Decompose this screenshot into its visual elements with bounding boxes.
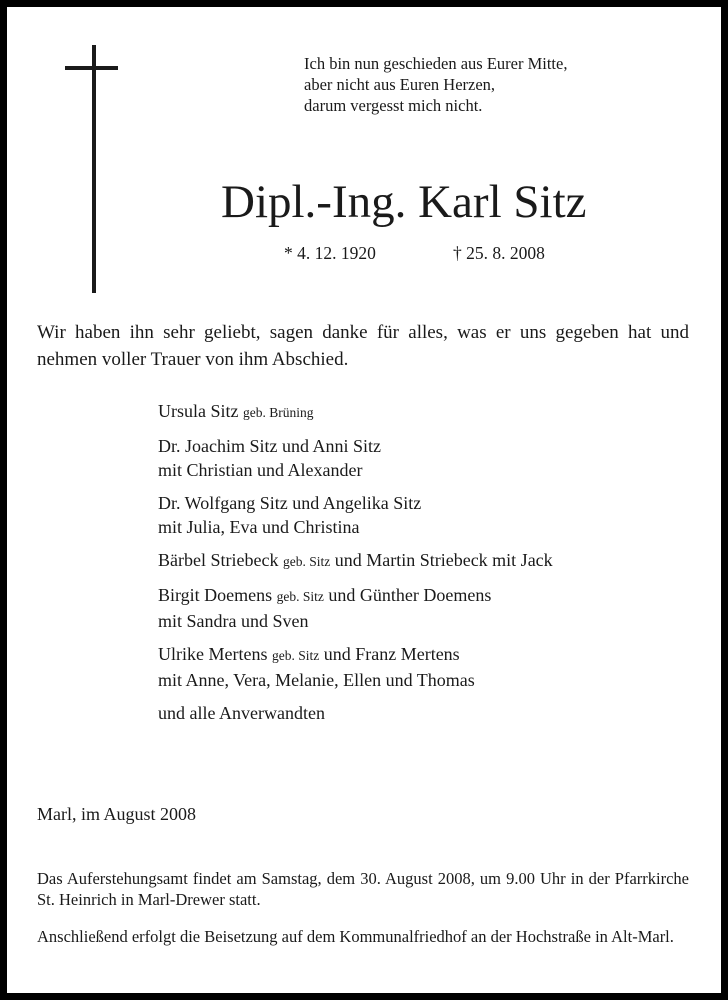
cross-horizontal-bar — [65, 66, 118, 70]
poem-line: aber nicht aus Euren Herzen, — [304, 75, 496, 94]
mourner-line: und Franz Mertens — [323, 644, 460, 664]
poem-line: darum vergesst mich nicht. — [304, 96, 483, 115]
mourner-group — [158, 642, 553, 692]
burial-notice: Anschließend erfolgt die Beisetzung auf dem Kommunalfriedhof an der Hochstraße in Alt-Marl. — [37, 927, 674, 946]
mourner-line: mit Julia, Eva und Christina — [158, 517, 360, 537]
death-date: † 25. 8. 2008 — [453, 243, 545, 263]
mourner-line: Dr. Wolfgang Sitz und Angelika Sitz — [158, 493, 422, 513]
mourner-group — [158, 491, 553, 539]
mourner-name: Ulrike Mertens — [158, 644, 268, 664]
place-date: Marl, im August 2008 — [37, 804, 197, 824]
farewell-text: Wir haben ihn sehr geliebt, sagen danke für alles, was er uns gegeben hat und nehmen voller Trauer von ihm Abschied. — [37, 322, 689, 370]
obituary-card — [7, 7, 721, 993]
mourner-group — [158, 583, 553, 633]
mourner-line: und Günther Doemens — [328, 585, 492, 605]
poem — [304, 53, 567, 116]
mourner-line: mit Sandra und Sven — [158, 611, 309, 631]
mourner-name: Birgit Doemens — [158, 585, 273, 605]
mourner-line: mit Anne, Vera, Melanie, Ellen und Thomas — [158, 670, 475, 690]
maiden-name-note: geb. Brüning — [243, 405, 314, 420]
poem-line: Ich bin nun geschieden aus Eurer Mitte, — [304, 54, 568, 73]
mourner-group — [158, 548, 553, 574]
mourner-line: und alle Anverwandten — [158, 703, 325, 723]
cross-vertical-bar — [92, 45, 96, 293]
mourner-name: Ursula Sitz — [158, 401, 239, 421]
mourner-group — [158, 701, 553, 725]
birth-date: * 4. 12. 1920 — [284, 243, 376, 263]
maiden-name-note: geb. Sitz — [271, 648, 320, 663]
mourner-name: Bärbel Striebeck — [158, 550, 279, 570]
mourner-line: und Martin Striebeck mit Jack — [334, 550, 553, 570]
mourner-line: Dr. Joachim Sitz und Anni Sitz — [158, 436, 381, 456]
maiden-name-note: geb. Sitz — [282, 554, 331, 569]
mourner-group — [158, 399, 553, 425]
mourner-group — [158, 434, 553, 482]
mourner-line: mit Christian und Alexander — [158, 460, 363, 480]
mourners-list — [158, 399, 553, 734]
deceased-name: Dipl.-Ing. Karl Sitz — [221, 176, 587, 228]
service-notice: Das Auferstehungsamt findet am Samstag, dem 30. August 2008, um 9.00 Uhr in der Pfarrkirche St. Heinrich in Marl-Drewer statt. — [37, 869, 689, 909]
maiden-name-note: geb. Sitz — [276, 589, 324, 604]
